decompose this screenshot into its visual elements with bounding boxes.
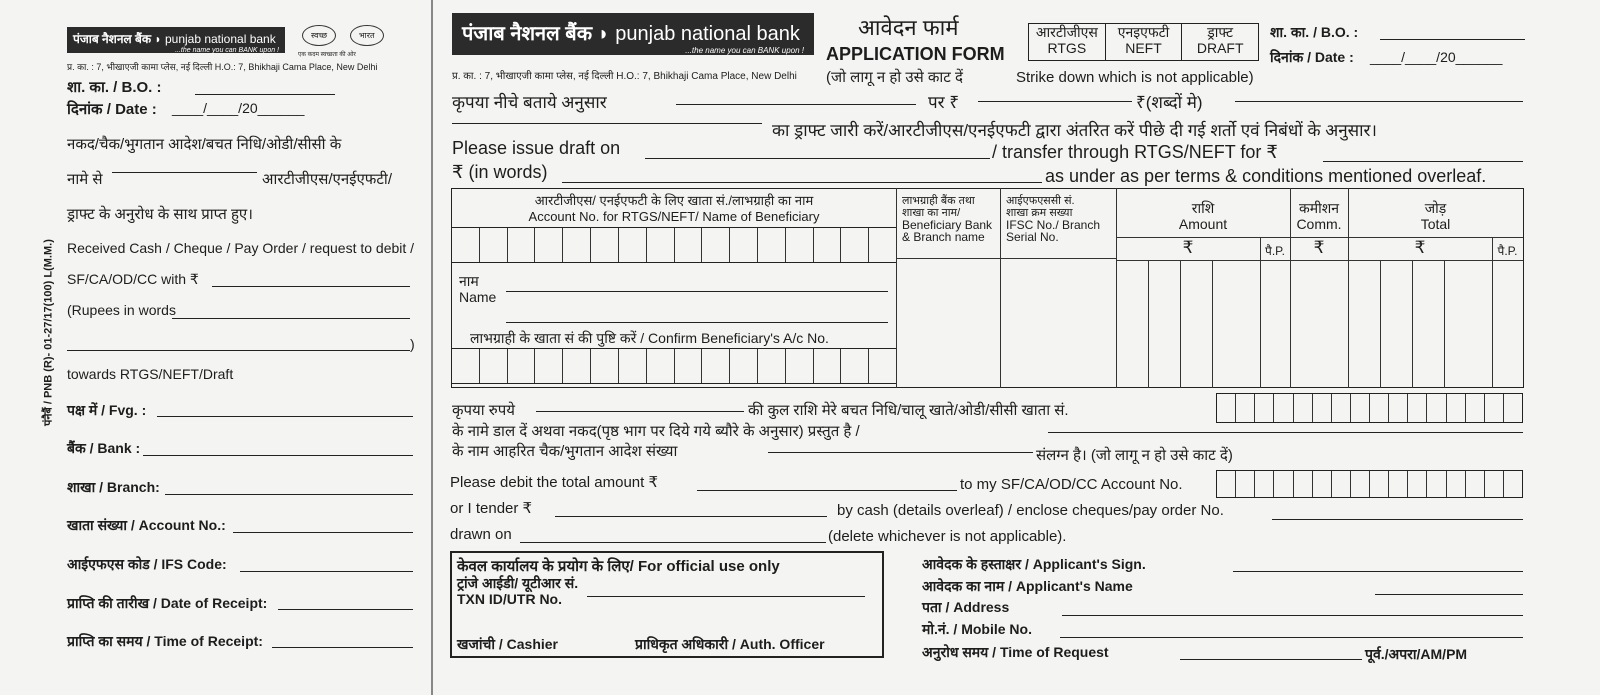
stub-account-field[interactable] [233,532,413,533]
account-number-boxes[interactable] [451,227,897,263]
stub-words-field-2[interactable] [67,350,410,351]
stub-received-hi: नामे से [67,171,103,188]
swachh-text: स्वच्छ [302,25,336,46]
stub-bank-field[interactable] [143,455,413,456]
debit-account-boxes[interactable] [1216,470,1523,498]
e2-text: by cash (details overleaf) / enclose cheques/pay order No. [837,502,1224,519]
d3-text: के नाम आहरित चैक/भुगतान आदेश संख्या [452,443,678,460]
stub-time-receipt-field[interactable] [272,647,413,648]
words-field-hi-2[interactable] [452,123,762,124]
stub-words-label: (Rupees in words [67,302,176,318]
e3-text: drawn on [450,526,512,543]
payee-field-hi[interactable] [1048,432,1523,433]
cash-amount-field[interactable] [555,516,827,517]
logo-tagline: ...the name you can BANK upon ! [175,47,279,54]
official-use-box [450,551,884,658]
strike-hi: (जो लागू न हो उसे काट दें [826,69,963,86]
ampm-label: पूर्व./अपरा/AM/PM [1365,646,1468,662]
bank-header-hi: लाभग्राही बैंक तथा शाखा का नाम/ [902,195,975,219]
e3-text: (delete whichever is not applicable). [828,528,1067,545]
form-code: पंनैबैं / PNB (R)- 01-27/17(100) L(M.M.) [42,239,55,426]
e2-text: or I tender ₹ [450,500,533,517]
acc-header-hi: आरटीजीएस/ एनईएफटी के लिए खाता सं./लाभग्राही का नाम [534,193,814,208]
mode-neft[interactable] [1106,24,1183,60]
l4-text: as under as per terms & conditions mentioned overleaf. [1045,166,1487,186]
total-rupee: ₹ [1414,238,1426,257]
time-field[interactable] [1180,659,1362,660]
txn-hi: ट्रांजे आईडी/ यूटीआर सं. [457,575,579,591]
amount-field[interactable] [1323,161,1523,162]
confirm-account-boxes[interactable] [451,348,897,384]
logo-hindi: पंजाब नैशनल बैंक [462,23,593,45]
mode-hi: आरटीजीएस [1035,24,1098,40]
amount-hi: राशि [1191,200,1215,216]
stub-bo-label: शा. का. / B.O. : [67,79,162,96]
stub-debit-field[interactable] [112,172,257,173]
stub-fvg-field[interactable] [157,416,413,417]
mobile-label: मो.नं. / Mobile No. [922,621,1032,637]
name-hi: नाम [459,273,479,289]
time-label: अनुरोध समय / Time of Request [922,644,1109,660]
comm-header [1290,200,1348,232]
stub-branch-field[interactable] [165,494,413,495]
logo-english: punjab national bank [164,32,276,46]
confirm-label: लाभग्राही के खाता सं की पुष्टि करें / Confirm Beneficiary's A/c No. [470,330,829,346]
cheque-no-field[interactable] [1272,519,1523,520]
logo-hindi: पंजाब नैशनल बैंक [73,32,152,46]
stub-address: प्र. का. : 7, भीखाएजी कामा प्लेस, नई दिल्ली H.O.: 7, Bhikhaji Cama Place, New Delhi [67,62,378,72]
stub-words-field[interactable] [172,318,410,319]
stub-time-receipt-label: प्राप्ति का समय / Time of Receipt: [67,633,263,649]
stub-received-en: Received Cash / Cheque / Pay Order / request to debit / [67,240,415,256]
mobile-field[interactable] [1060,637,1523,638]
amount-field-hi[interactable] [978,101,1132,102]
total-en: Total [1420,216,1451,232]
bank-header-en: Beneficiary Bank & Branch name [902,218,993,244]
bharat-text: भारत [350,25,384,46]
debit-account-boxes-hi[interactable] [1216,393,1523,423]
stub-fvg-label: पक्ष में / Fvg. : [67,402,147,418]
perforation-divider [431,0,433,695]
ifsc-header [1006,195,1114,243]
e1-text: to my SF/CA/OD/CC Account No. [960,476,1183,493]
mode-en: RTGS [1047,40,1087,56]
rupees-field-hi[interactable] [536,411,744,412]
title-english: APPLICATION FORM [826,44,1005,64]
debit-amount-field[interactable] [697,490,957,491]
stub-date-label: दिनांक / Date : [67,101,157,118]
d1-text: की कुल राशि मेरे बचत निधि/चालू खाते/ओडी/सीसी खाता सं. [748,402,1069,419]
stub-date-receipt-label: प्राप्ति की तारीख / Date of Receipt: [67,595,268,611]
address-label: पता / Address [922,599,1010,615]
title-hindi: आवेदन फार्म [858,15,959,40]
acc-header [452,193,896,225]
stub-amount-field[interactable] [212,286,410,287]
strike-en: Strike down which is not applicable) [1016,69,1254,86]
mode-selector [1028,23,1259,61]
ifsc-header-en: IFSC No./ Branch Serial No. [1006,218,1101,244]
auth-officer-label: प्राधिकृत अधिकारी / Auth. Officer [635,636,825,652]
logo-english: punjab national bank [615,23,800,45]
l3-text: / transfer through RTGS/NEFT for ₹ [992,142,1278,162]
main-bo-field[interactable] [1380,39,1525,40]
d1-text: कृपया रुपये [452,402,515,419]
mode-draft[interactable] [1182,24,1258,60]
mode-hi: एनइएफटी [1117,24,1170,40]
total-hi: जोड़ [1424,200,1447,216]
address-field[interactable] [1062,615,1523,616]
pnb-logo: पंजाब नैशनल बैंक ◗ punjab national bank ...the name you can BANK upon ! [67,27,285,53]
l1-text: कृपया नीचे बताये अनुसार [452,93,607,112]
stub-towards: towards RTGS/NEFT/Draft [67,366,234,382]
amount-rupee: ₹ [1182,238,1194,257]
stub-received-hi: नकद/चैक/भुगतान आदेश/बचत निधि/ओडी/सीसी के [67,136,342,153]
mode-hi: ड्राफ्ट [1207,24,1234,40]
acc-header-en: Account No. for RTGS/NEFT/ Name of Beneficiary [528,209,820,224]
e1-text: Please debit the total amount ₹ [450,474,659,491]
stub-received-hi: ड्राफ्ट के अनुरोध के साथ प्राप्त हुए। [67,206,253,223]
main-address: प्र. का. : 7, भीखाएजी कामा प्लेस, नई दिल्ली H.O.: 7, Bhikhaji Cama Place, New Delhi [452,71,797,82]
sign-label: आवेदक के हस्ताक्षर / Applicant's Sign. [922,556,1146,572]
mode-en: NEFT [1125,40,1162,56]
draft-on-field-hi[interactable] [676,104,916,105]
total-paise: पै.P. [1497,244,1518,258]
main-date-field[interactable]: ____/____/20______ [1370,49,1503,65]
l1-text: ₹(शब्दों मे) [1136,93,1203,112]
comm-hi: कमीशन [1298,200,1340,216]
ifsc-header-hi: आईएफएससी सं. शाखा क्रम सख्या [1006,195,1075,219]
txn-en: TXN ID/UTR No. [457,591,562,607]
name-en: Name [459,289,497,305]
d2-text: के नामे डाल दें अथवा नकद(पृष्ठ भाग पर दिये गये ब्यौरे के अनुसार) प्रस्तुत है / [452,423,860,440]
total-header [1348,200,1523,232]
close-paren: ) [410,336,415,352]
mode-en: DRAFT [1196,40,1244,56]
comm-rupee: ₹ [1313,238,1325,257]
name-label [459,273,496,305]
amount-header [1116,200,1290,232]
stub-received-hi: आरटीजीएस/एनईएफटी/ [262,171,392,188]
swachh-tagline: एक कदम स्वच्छता की ओर [298,52,356,58]
stub-account-label: खाता संख्या / Account No.: [67,517,226,533]
name-label: आवेदक का नाम / Applicant's Name [922,578,1133,594]
bank-header [902,195,998,243]
applicant-name-field[interactable] [1375,594,1523,595]
d3-text: संलग्न है। (जो लागू न हो उसे काट दें) [1036,447,1233,464]
swachh-bharat-logo [298,20,418,60]
sign-field[interactable] [1233,571,1523,572]
stub-ifs-label: आईएफएस कोड / IFS Code: [67,556,227,572]
amount-entry-area[interactable] [896,259,1523,387]
beneficiary-name-field-2[interactable] [506,322,888,323]
words-field[interactable] [562,182,1042,183]
draft-on-field[interactable] [645,158,990,159]
l4-text: ₹ (in words) [452,162,548,182]
stub-date-field[interactable]: ____/____/20______ [172,100,305,116]
txn-id-field[interactable] [587,596,865,597]
official-title: केवल कार्यालय के प्रयोग के लिए/ For official use only [457,558,780,575]
pnb-logo-main: पंजाब नैशनल बैंक ◗ punjab national bank ...the name you can BANK upon ! [452,13,814,55]
l1-text: पर ₹ [928,93,960,112]
comm-en: Comm. [1296,216,1342,232]
stub-date-receipt-field[interactable] [278,609,413,610]
beneficiary-name-field[interactable] [506,291,888,292]
words-field-hi[interactable] [1235,101,1523,102]
cheque-no-field-hi[interactable] [768,452,1033,453]
main-bo-label: शा. का. / B.O. : [1270,24,1359,40]
logo-tagline: ...the name you can BANK upon ! [685,46,804,55]
l3-text: Please issue draft on [452,138,621,158]
mode-rtgs[interactable] [1029,24,1106,60]
l2-text: का ड्राफ्ट जारी करें/आरटीजीएस/एनईएफटी द्वारा अंतरित करें पीछे दी गई शर्तो एवं निबंधों के अनुसार। [772,121,1377,140]
amount-en: Amount [1178,216,1228,232]
stub-branch-label: शाखा / Branch: [67,479,160,495]
stub-bo-field[interactable] [195,94,335,95]
cashier-label: खजांची / Cashier [457,636,559,652]
stub-ifs-field[interactable] [240,571,413,572]
amount-paise: पै.P. [1265,244,1285,258]
drawn-on-field[interactable] [520,542,826,543]
stub-bank-label: बैंक / Bank : [67,440,141,456]
stub-sf-label: SF/CA/OD/CC with ₹ [67,271,199,287]
main-date-label: दिनांक / Date : [1270,49,1354,65]
